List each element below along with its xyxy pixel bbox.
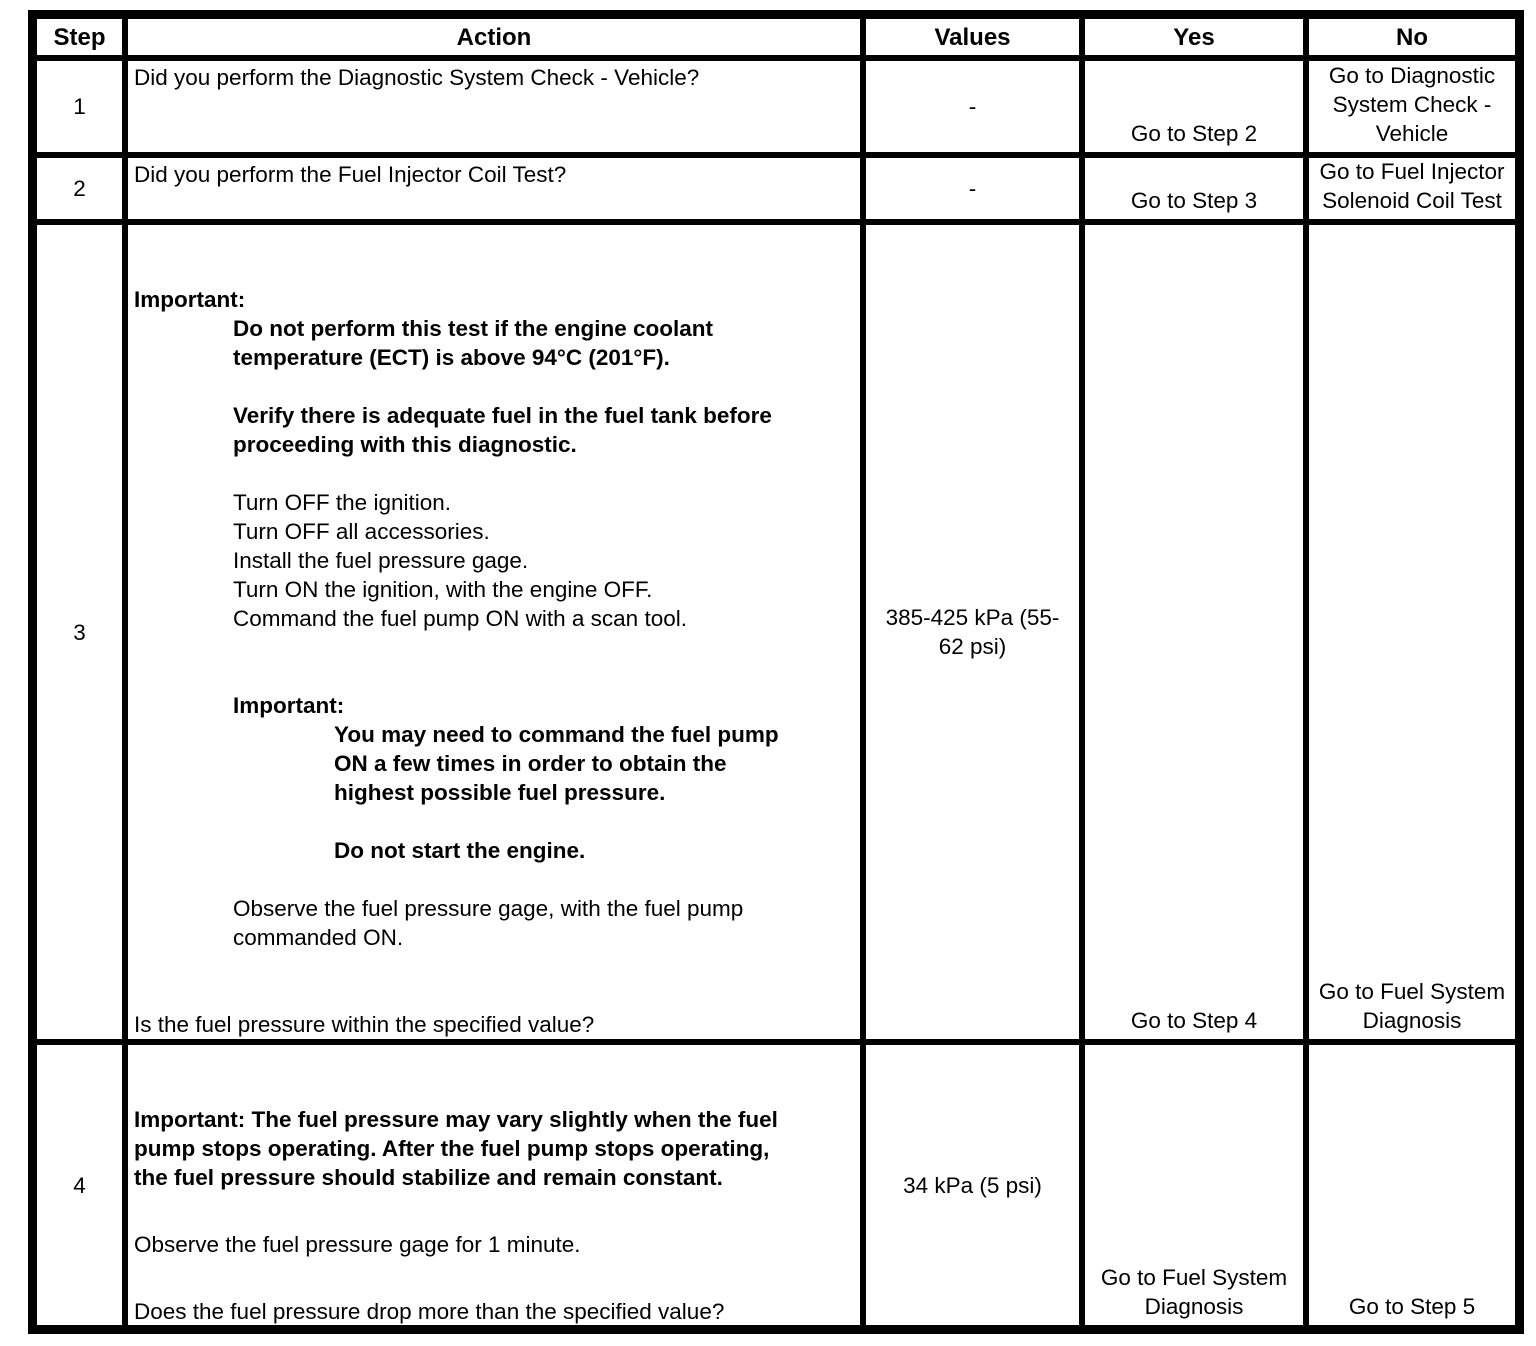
row1-values-cell (866, 61, 1079, 152)
action-line: Command the fuel pump ON with a scan tool. (233, 606, 687, 631)
row3-step-cell (37, 225, 122, 1039)
action-line: ON a few times in order to obtain the (334, 751, 727, 776)
row2-yes-cell (1085, 158, 1303, 219)
spacer (134, 227, 854, 285)
action-line: highest possible fuel pressure. (334, 780, 666, 805)
row3-yes-cell (1085, 225, 1303, 1039)
row1-step-cell (37, 61, 122, 152)
action-line: Verify there is adequate fuel in the fuel tank before (233, 403, 772, 428)
action-line: Do not start the engine. (334, 838, 586, 863)
action-line: Turn ON the ignition, with the engine OFF. (233, 577, 653, 602)
column-header-no-label: No (1396, 23, 1428, 51)
row4-yes-cell (1085, 1045, 1303, 1325)
spacer (134, 459, 854, 488)
step-number: 1 (73, 94, 86, 119)
column-header-step (37, 19, 122, 55)
row4-no-cell (1309, 1045, 1515, 1325)
values-line: 62 psi) (938, 634, 1007, 659)
step-number: 2 (73, 176, 86, 201)
column-header-yes (1085, 19, 1303, 55)
no-line: Go to Fuel Injector (1319, 159, 1505, 184)
spacer (134, 1192, 854, 1230)
no-line: Solenoid Coil Test (1322, 188, 1502, 213)
no-line: Diagnosis (1362, 1008, 1462, 1033)
column-header-no (1309, 19, 1515, 55)
spacer (134, 633, 854, 691)
column-header-values (866, 19, 1079, 55)
row4-action-cell (128, 1045, 860, 1325)
no-line: Go to Step 5 (1348, 1294, 1476, 1319)
diagnostic-steps-table (28, 10, 1524, 1334)
action-line: Turn OFF all accessories. (233, 519, 490, 544)
action-line: Important: The fuel pressure may vary slightly when the fuel (134, 1107, 778, 1132)
row2-no-cell (1309, 158, 1515, 219)
action-line: proceeding with this diagnostic. (233, 432, 577, 457)
row2-values-cell (866, 158, 1079, 219)
row1-yes-cell (1085, 61, 1303, 152)
values-line: - (968, 176, 977, 201)
row1-no-cell (1309, 61, 1515, 152)
row2-action-cell (128, 158, 860, 219)
column-header-values-label: Values (934, 23, 1011, 51)
column-header-action (128, 19, 860, 55)
spacer (134, 1047, 854, 1105)
action-line: Is the fuel pressure within the specified value? (134, 1012, 595, 1037)
action-line: Did you perform the Diagnostic System Check - Vehicle? (134, 65, 700, 90)
action-line: You may need to command the fuel pump (334, 722, 779, 747)
action-line: commanded ON. (233, 925, 404, 950)
row1-action-cell (128, 61, 860, 152)
no-line: Vehicle (1375, 121, 1449, 146)
values-line: - (968, 94, 977, 119)
no-line: Go to Fuel System (1318, 979, 1506, 1004)
action-line: temperature (ECT) is above 94°C (201°F). (233, 345, 670, 370)
row3-no-cell (1309, 225, 1515, 1039)
action-line: Did you perform the Fuel Injector Coil Test? (134, 162, 567, 187)
no-line: Go to Diagnostic (1328, 63, 1496, 88)
spacer (134, 372, 854, 401)
action-line: Observe the fuel pressure gage, with the fuel pump (233, 896, 744, 921)
values-line: 385-425 kPa (55- (885, 605, 1060, 630)
yes-line: Diagnosis (1144, 1294, 1244, 1319)
column-header-step-label: Step (53, 23, 106, 51)
row4-values-cell (866, 1045, 1079, 1325)
spacer (134, 807, 854, 836)
spacer (134, 952, 854, 1010)
values-line: 34 kPa (5 psi) (903, 1172, 1042, 1198)
action-line: Important: (233, 693, 345, 718)
action-line: Turn OFF the ignition. (233, 490, 452, 515)
action-line: Install the fuel pressure gage. (233, 548, 529, 573)
yes-line: Go to Fuel System (1100, 1265, 1288, 1290)
column-header-action-label: Action (456, 23, 532, 51)
row3-values-cell (866, 225, 1079, 1039)
yes-line: Go to Step 2 (1130, 121, 1258, 146)
step-number: 3 (73, 619, 86, 645)
yes-line: Go to Step 4 (1130, 1008, 1258, 1033)
step-number: 4 (73, 1172, 86, 1198)
action-line: Important: (134, 287, 246, 312)
row2-step-cell (37, 158, 122, 219)
action-line: Observe the fuel pressure gage for 1 minute. (134, 1232, 581, 1257)
spacer (134, 1259, 854, 1297)
row4-step-cell (37, 1045, 122, 1325)
spacer (134, 865, 854, 894)
row3-action-cell (128, 225, 860, 1039)
yes-line: Go to Step 3 (1130, 188, 1258, 213)
action-line: the fuel pressure should stabilize and remain constant. (134, 1165, 723, 1190)
action-line: pump stops operating. After the fuel pump stops operating, (134, 1136, 770, 1161)
no-line: System Check - (1332, 92, 1492, 117)
column-header-yes-label: Yes (1173, 23, 1215, 51)
action-line: Does the fuel pressure drop more than the specified value? (134, 1299, 725, 1324)
action-line: Do not perform this test if the engine coolant (233, 316, 714, 341)
